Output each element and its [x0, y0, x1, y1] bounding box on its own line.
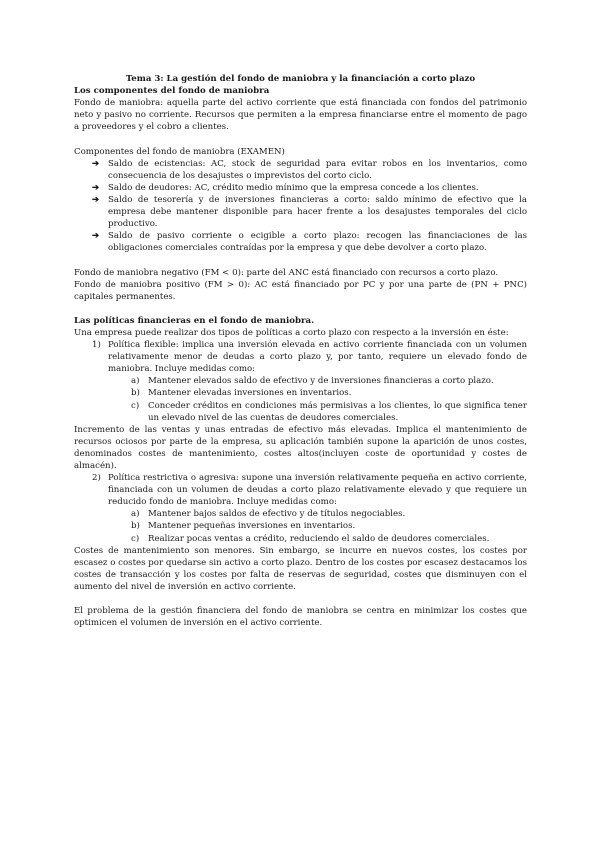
flexible-consequence-paragraph: Incremento de las ventas y unas entradas de efectivo más elevadas. Implica el mantenimiento de recursos ociosos por parte de la empresa, su aplicación también supone la aparición de unos costes, denominados costes de mantenimiento, costes altos(incluyen coste de oportunidad y costes de almacén). — [74, 424, 527, 471]
conclusion-paragraph: El problema de la gestión financiera del fondo de maniobra se centra en minimizar los costes que optimicen el volumen de inversión en el activo corriente. — [74, 606, 527, 629]
definition-paragraph: Fondo de maniobra: aquella parte del activo corriente que está financiada con fondos del patrimonio neto y pasivo no corriente. Recursos que permiten a la empresa financiarse entre el momento de pago a proveedores y el cobro a clientes. — [74, 98, 527, 133]
policies-list — [74, 339, 527, 424]
list-item: c) Realizar pocas ventas a crédito, reduciendo el saldo de deudores comerciales. — [131, 533, 490, 544]
section-heading-components: Los componentes del fondo de maniobra — [74, 86, 270, 97]
fm-positive-paragraph: Fondo de maniobra positivo (FM > 0): AC está financiado por PC y por una parte de (PN + PNC) capitales permanentes. — [74, 279, 527, 302]
list-item: b) Mantener elevadas inversiones en inventarios. — [131, 388, 352, 399]
spacer — [74, 593, 527, 605]
restrictive-consequence-paragraph: Costes de mantenimiento son menores. Sin embargo, se incurre en nuevos costes, los costes por escasez o costes por quedarse sin activo a corto plazo. Dentro de los costes por escasez destacamos los costes de transacción y los costes por falta de reservas de seguridad, costes que disminuyen con el aumento del nivel de inversión en activo corriente. — [74, 545, 527, 592]
list-item: c) Conceder créditos en condiciones más permisivas a los clientes, lo que significa tener un elevado nivel de las cuentas de deudores comerciales. — [131, 400, 527, 423]
spacer — [74, 254, 527, 266]
spacer — [74, 303, 527, 315]
components-list — [74, 158, 527, 255]
spacer — [74, 133, 527, 145]
arrow-right-icon: ➔ — [92, 158, 100, 169]
restrictive-measures-list — [108, 508, 527, 544]
arrow-right-icon: ➔ — [92, 182, 100, 193]
policy-restrictive: 2) Política restrictiva o agresiva: supone una inversión relativamente pequeña en activo corriente, financiada con un volumen de deudas a corto plazo relativamente elevado y que requiere un reducido fondo de maniobra. Incluye medidas como: a) Mantener bajos saldos de efectivo y de títulos negociables. b) Mantener pequeñas inversiones en inventarios. c) Realizar pocas ventas a crédito, reduciendo el saldo de deudores comerciales. — [92, 473, 527, 544]
section-heading-policies: Las políticas financieras en el fondo de maniobra. — [74, 315, 315, 326]
arrow-right-icon: ➔ — [92, 194, 100, 205]
components-heading: Componentes del fondo de maniobra (EXAMEN) — [74, 146, 285, 157]
fm-negative-paragraph: Fondo de maniobra negativo (FM < 0): parte del ANC está financiado con recursos a corto plazo. — [74, 267, 499, 278]
list-item: ➔ Saldo de tesorería y de inversiones financieras a corto: saldo mínimo de efectivo que la empresa debe mantener disponible para hacer frente a los desajustes temporales del ciclo productivo. — [92, 194, 527, 230]
policies-list-2 — [74, 472, 527, 545]
list-item: ➔ Saldo de pasivo corriente o ecigible a corto plazo: recogen las financiaciones de las obligaciones comerciales contraídas por la empresa y que debe devolver a corto plazo. — [92, 231, 527, 254]
policy-flexible: 1) Política flexible: implica una inversión elevada en activo corriente financiada con un volumen relativamente menor de deudas a corto plazo y, por tanto, requiere un elevado fondo de maniobra. Incluye medidas como: a) Mantener elevados saldo de efectivo y de inversiones financieras a corto plazo. b) Mantener elevadas inversiones en inventarios. c) Conceder créditos en condiciones más permisivas a los clientes, lo que significa tener un elevado nivel de las cuentas de deudores comerciales. — [92, 340, 527, 423]
document-page — [74, 73, 527, 629]
policies-intro: Una empresa puede realizar dos tipos de políticas a corto plazo con respecto a la inversión en éste: — [74, 327, 509, 338]
arrow-right-icon: ➔ — [92, 231, 100, 242]
list-item: a) Mantener bajos saldos de efectivo y de títulos negociables. — [131, 509, 406, 520]
flexible-measures-list — [108, 375, 527, 423]
list-item: ➔ Saldo de ecistencias: AC, stock de seguridad para evitar robos en los inventarios, como consecuencia de los desajustes o imprevistos del corto ciclo. — [92, 158, 527, 181]
list-item: ➔ Saldo de deudores: AC, crédito medio mínimo que la empresa concede a los clientes. — [92, 182, 479, 193]
list-item: b) Mantener pequeñas inversiones en inventarios. — [131, 521, 356, 532]
document-title: Tema 3: La gestión del fondo de maniobra y la financiación a corto plazo — [125, 74, 476, 84]
list-item: a) Mantener elevados saldo de efectivo y de inversiones financieras a corto plazo. — [131, 376, 494, 387]
